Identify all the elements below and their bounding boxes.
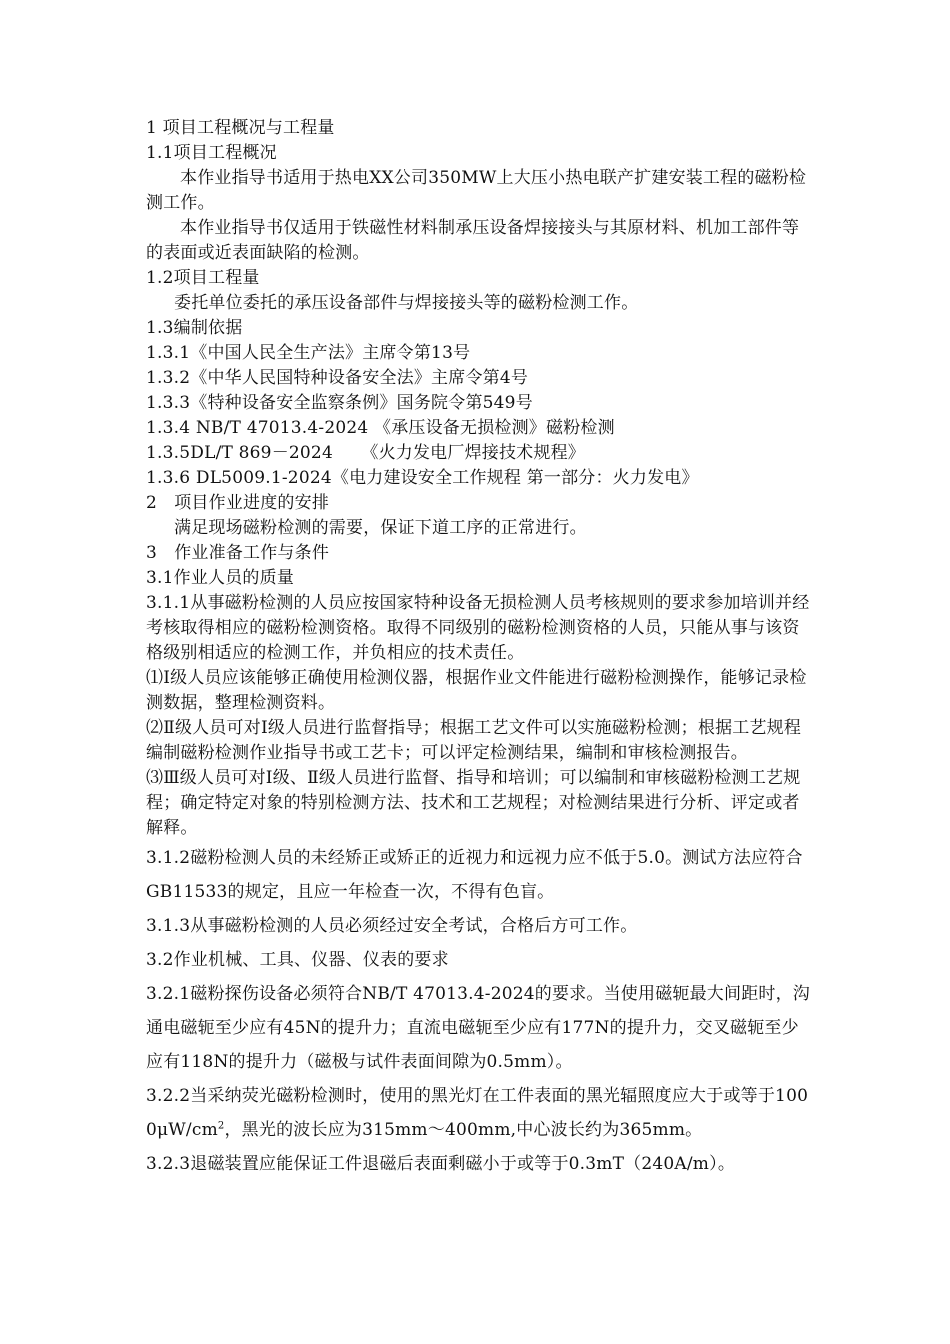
paragraph-safety-exam: 3.1.3从事磁粉检测的人员必须经过安全考试，合格后方可工作。 — [146, 916, 638, 936]
reference-item: 1.3.5DL/T 869－2024 《火力发电厂焊接技术规程》 — [146, 443, 585, 463]
subsection-heading-1-2: 1.2项目工程量 — [146, 268, 260, 288]
subsection-heading-3-1: 3.1作业人员的质量 — [146, 568, 295, 588]
paragraph-equipment: 3.2.1磁粉探伤设备必须符合NB/T 47013.4-2024的要求。当使用磁轭最大间距时，沟通电磁轭至少应有45N的提升力；直流电磁轭至少应有177N的提升力，交叉磁轭至少应有118N的提升力（磁极与试件表面间隙为0.5mm）。 — [146, 984, 810, 1072]
document-body — [146, 116, 810, 1181]
paragraph-level-3: ⑶Ⅲ级人员可对Ⅰ级、Ⅱ级人员进行监督、指导和培训；可以编制和审核磁粉检测工艺规程；确定特定对象的特别检测方法、技术和工艺规程；对检测结果进行分析、评定或者解释。 — [146, 768, 801, 838]
reference-item: 1.3.4 NB/T 47013.4-2024 《承压设备无损检测》磁粉检测 — [146, 418, 615, 438]
paragraph-demagnetization: 3.2.3退磁装置应能保证工件退磁后表面剩磁小于或等于0.3mT（240A/m）。 — [146, 1154, 736, 1174]
reference-item: 1.3.1《中国人民全生产法》主席令第13号 — [146, 343, 471, 363]
blacklight-text-part-1: 3.2.2当采纳荧光磁粉检测时，使用的黑光灯在工件表面的黑光辐照度应大于或等于1000μW/cm — [146, 1086, 809, 1140]
paragraph-applicability: 本作业指导书仅适用于铁磁性材料制承压设备焊接接头与其原材料、机加工部件等的表面或近表面缺陷的检测。 — [146, 218, 800, 263]
paragraph-level-1: ⑴Ⅰ级人员应该能够正确使用检测仪器，根据作业文件能进行磁粉检测操作，能够记录检测数据，整理检测资料。 — [146, 668, 807, 713]
reference-item: 1.3.6 DL5009.1-2024《电力建设安全工作规程 第一部分：火力发电》 — [146, 468, 699, 488]
paragraph-blacklight — [146, 1079, 810, 1147]
reference-item: 1.3.2《中华人民国特种设备安全法》主席令第4号 — [146, 368, 529, 388]
paragraph-schedule: 满足现场磁粉检测的需要，保证下道工序的正常进行。 — [174, 518, 587, 538]
subsection-heading-1-1: 1.1项目工程概况 — [146, 143, 277, 163]
paragraph-level-2: ⑵Ⅱ级人员可对Ⅰ级人员进行监督指导；根据工艺文件可以实施磁粉检测；根据工艺规程编制磁粉检测作业指导书或工艺卡；可以评定检测结果，编制和审核检测报告。 — [146, 718, 802, 763]
section-heading-2: 2 项目作业进度的安排 — [146, 493, 330, 513]
section-heading-1: 1 项目工程概况与工程量 — [146, 118, 335, 138]
subsection-heading-1-3: 1.3编制依据 — [146, 318, 243, 338]
wide-spaced-section — [146, 841, 810, 1181]
paragraph-vision: 3.1.2磁粉检测人员的未经矫正或矫正的近视力和远视力应不低于5.0。测试方法应符合GB11533的规定，且应一年检查一次，不得有色盲。 — [146, 848, 803, 902]
blacklight-text-part-2: ，黑光的波长应为315mm～400mm,中心波长约为365mm。 — [224, 1120, 703, 1140]
paragraph-scope: 本作业指导书适用于热电XX公司350MW上大压小热电联产扩建安装工程的磁粉检测工作。 — [146, 168, 807, 213]
section-heading-3: 3 作业准备工作与条件 — [146, 543, 330, 563]
paragraph-personnel: 3.1.1从事磁粉检测的人员应按国家特种设备无损检测人员考核规则的要求参加培训并经考核取得相应的磁粉检测资格。取得不同级别的磁粉检测资格的人员，只能从事与该资格级别相适应的检测工作，并负相应的技术责任。 — [146, 593, 810, 663]
superscript-exponent: 2 — [217, 1120, 225, 1132]
paragraph-workload: 委托单位委托的承压设备部件与焊接接头等的磁粉检测工作。 — [174, 293, 639, 313]
reference-item: 1.3.3《特种设备安全监察条例》国务院令第549号 — [146, 393, 533, 413]
subsection-heading-3-2: 3.2作业机械、工具、仪器、仪表的要求 — [146, 950, 449, 970]
